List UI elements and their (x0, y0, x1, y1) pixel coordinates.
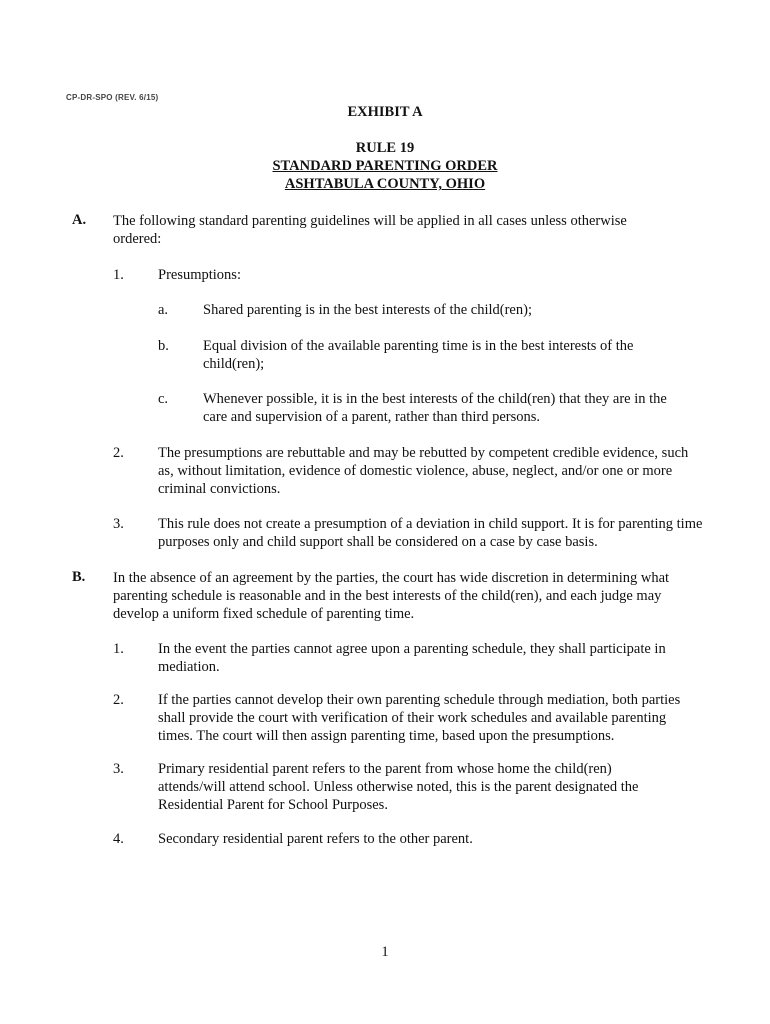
section-a-item-1c-letter: c. (158, 391, 169, 407)
section-b-item-4-text: Secondary residential parent refers to the other parent. (158, 831, 473, 847)
section-b-intro: In the absence of an agreement by the parties, the court has wide discretion in determining what parenting schedule is reasonable and in the best interests of the child(ren), and each judge may develop a uniform fixed schedule of parenting time. (113, 570, 670, 622)
rule-heading: RULE 19 (355, 140, 415, 156)
section-a-item-2-num: 2. (113, 445, 124, 461)
title-line-2 (0, 176, 770, 193)
section-a-item-1-num: 1. (113, 267, 124, 283)
section-b-item-1-num: 1. (113, 641, 124, 657)
section-b-item-4-num: 4. (113, 831, 124, 847)
title-line-1-text: STANDARD PARENTING ORDER (272, 158, 498, 174)
title-line-2-text: ASHTABULA COUNTY, OHIO (284, 176, 486, 192)
page-number: 1 (381, 944, 389, 960)
section-b-item-1-text: In the event the parties cannot agree upon a parenting schedule, they shall participate in mediation. (158, 641, 666, 675)
section-b-item-2-num: 2. (113, 692, 124, 708)
section-a-item-1a-text: Shared parenting is in the best interests of the child(ren); (203, 302, 532, 318)
title-line-1 (0, 158, 770, 175)
section-b-item-3-num: 3. (113, 761, 124, 777)
section-a-item-1-text: Presumptions: (158, 267, 241, 283)
section-a-item-1a-letter: a. (158, 302, 169, 318)
section-a-item-3-text: This rule does not create a presumption of a deviation in child support. It is for parenting time purposes only and child support shall be considered on a case by case basis. (158, 516, 703, 550)
exhibit-heading: EXHIBIT A (347, 104, 423, 120)
section-b-letter: B. (72, 569, 86, 585)
section-b-item-3-text: Primary residential parent refers to the parent from whose home the child(ren) attends/will attend school. Unless otherwise noted, this is the parent designated the Residential Parent for School Purposes. (158, 761, 639, 813)
section-a-item-3-num: 3. (113, 516, 124, 532)
form-code: CP-DR-SPO (REV. 6/15) (66, 93, 159, 102)
section-a-item-2-text: The presumptions are rebuttable and may be rebutted by competent credible evidence, such as, without limitation, evidence of domestic violence, abuse, neglect, and/or one or more criminal convictions. (158, 445, 689, 497)
section-a-item-1b-text: Equal division of the available parenting time is in the best interests of the child(ren); (203, 338, 634, 372)
section-a-intro: The following standard parenting guidelines will be applied in all cases unless otherwise ordered: (113, 213, 627, 247)
section-a-item-1c-text: Whenever possible, it is in the best interests of the child(ren) that they are in the care and supervision of a parent, rather than third persons. (203, 391, 667, 425)
section-a-letter: A. (72, 212, 87, 228)
section-b-item-2-text: If the parties cannot develop their own parenting schedule through mediation, both parties shall provide the court with verification of their work schedules and available parenting times. The court will then assign parenting time, based upon the presumptions. (158, 692, 681, 744)
section-a-item-1b-letter: b. (158, 338, 169, 354)
